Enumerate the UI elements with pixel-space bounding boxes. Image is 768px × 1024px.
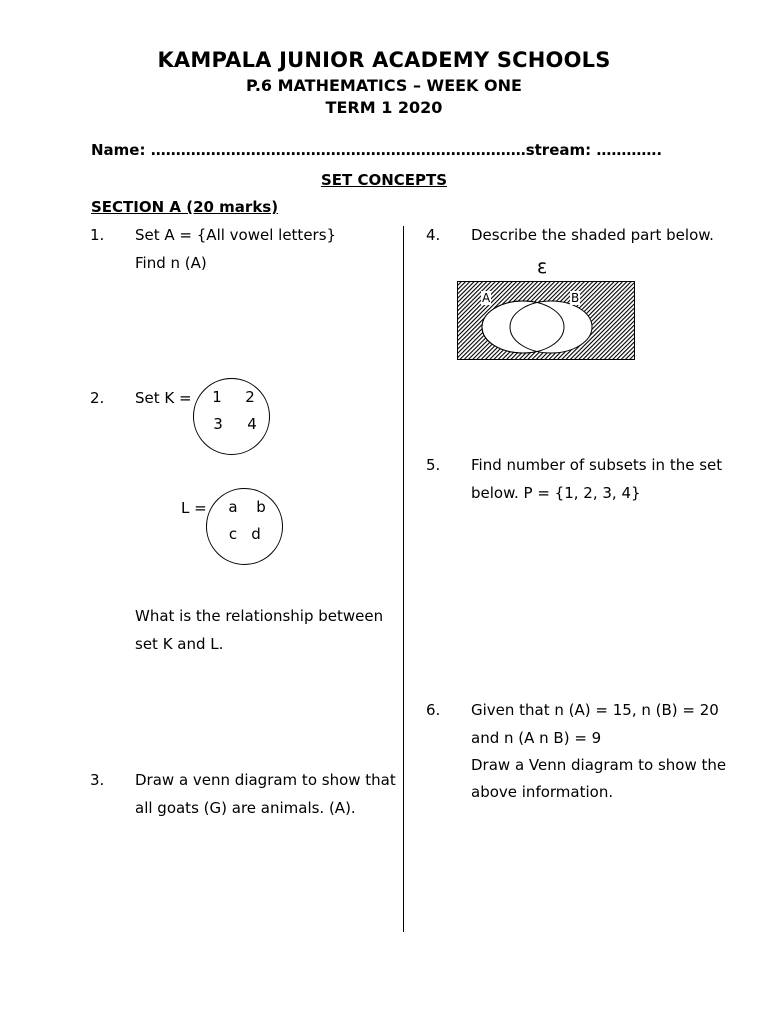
topic-title: SET CONCEPTS <box>320 171 448 189</box>
set-l-circle <box>206 488 283 565</box>
set-k-label: Set K = <box>135 389 192 407</box>
question-text: Find n (A) <box>135 254 207 272</box>
set-element: 4 <box>247 415 257 433</box>
question-text: Draw a Venn diagram to show the <box>471 756 727 774</box>
school-name: KAMPALA JUNIOR ACADEMY SCHOOLS <box>157 48 611 72</box>
question-number: 2. <box>90 389 105 407</box>
universal-set-symbol: ε <box>537 256 548 278</box>
question-text: Find number of subsets in the set <box>471 456 723 474</box>
question-number: 4. <box>426 226 441 244</box>
term-title: TERM 1 2020 <box>325 98 443 117</box>
set-b-label: B <box>571 291 580 305</box>
question-text: below. P = {1, 2, 3, 4} <box>471 484 641 502</box>
subject-title: P.6 MATHEMATICS – WEEK ONE <box>246 76 522 95</box>
section-title: SECTION A (20 marks) <box>91 198 279 216</box>
question-text: above information. <box>471 783 614 801</box>
question-text: and n (A n B) = 9 <box>471 729 602 747</box>
question-number: 6. <box>426 701 441 719</box>
set-element: 3 <box>213 415 223 433</box>
set-a-label: A <box>482 291 491 305</box>
set-element: 2 <box>245 388 255 406</box>
question-text: What is the relationship between <box>135 607 384 625</box>
question-text: Set A = {All vowel letters} <box>135 226 337 244</box>
set-b-ellipse <box>510 301 592 353</box>
question-number: 3. <box>90 771 105 789</box>
question-text: Given that n (A) = 15, n (B) = 20 <box>471 701 719 719</box>
set-element: 1 <box>212 388 222 406</box>
set-element: b <box>256 498 266 516</box>
column-divider <box>403 226 404 932</box>
question-text: Draw a venn diagram to show that <box>135 771 396 789</box>
set-element: d <box>251 525 261 543</box>
name-stream-line: Name: …………………………………………………………………stream: …………. <box>91 141 663 159</box>
question-text: set K and L. <box>135 635 224 653</box>
question-text: Describe the shaded part below. <box>471 226 714 244</box>
question-number: 5. <box>426 456 441 474</box>
set-element: a <box>228 498 238 516</box>
question-number: 1. <box>90 226 105 244</box>
set-element: c <box>228 525 238 543</box>
set-l-label: L = <box>181 499 207 517</box>
question-text: all goats (G) are animals. (A). <box>135 799 356 817</box>
